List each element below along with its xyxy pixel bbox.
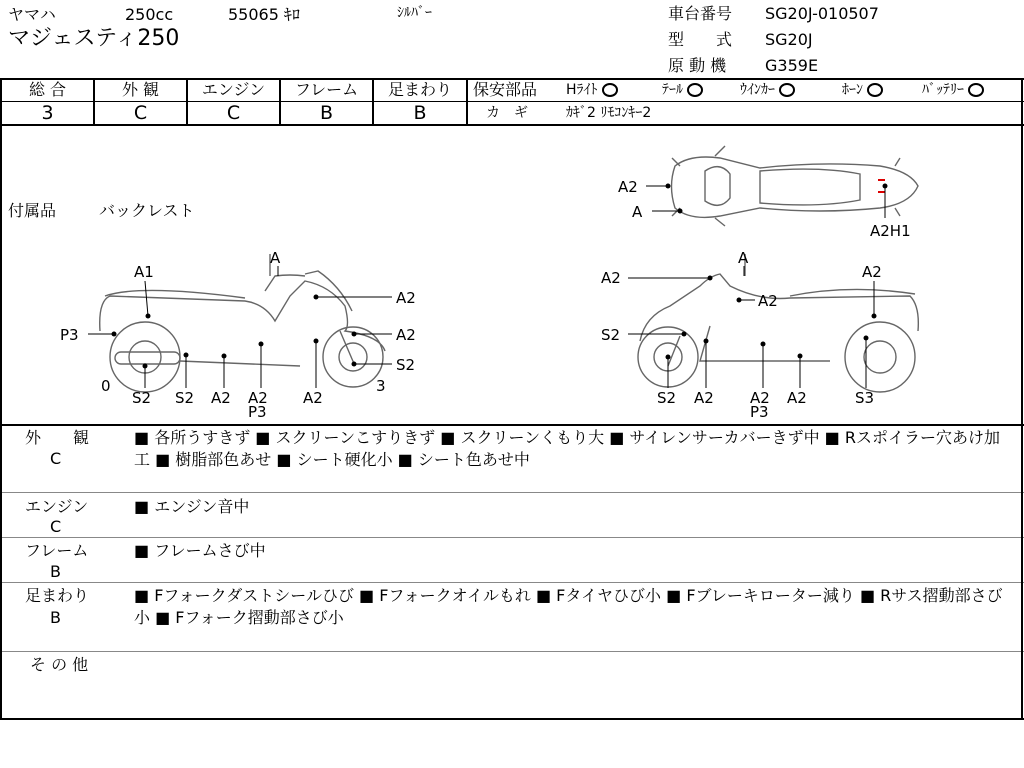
model-name: マジェスティ250 [8, 26, 180, 51]
safety-taillight: ﾃｰﾙ [662, 81, 703, 99]
divider [0, 582, 1024, 583]
key-label: カ ギ [486, 105, 528, 121]
chassis-label: 車台番号 [668, 4, 733, 23]
label-left-a2-5: A2 [303, 389, 323, 407]
grade-frame-label: フレーム [294, 80, 359, 99]
ok-circle-icon [602, 83, 618, 97]
ok-circle-icon [779, 83, 795, 97]
label-top-a: A [632, 203, 643, 221]
chassis-value: SG20J-010507 [765, 4, 879, 23]
label-left-p3: P3 [60, 326, 79, 344]
grade-exterior-value: C [133, 102, 148, 124]
label-right-a2-4: A2 [694, 389, 714, 407]
type-label: 型 式 [668, 30, 733, 49]
safety-label: 保安部品 [473, 80, 538, 99]
type-value: SG20J [765, 30, 813, 49]
label-left-a: A [270, 249, 281, 267]
label-left-s2-2: S2 [132, 389, 152, 407]
grade-total-label: 総 合 [28, 80, 67, 99]
ok-circle-icon [867, 83, 883, 97]
comment-frame-label: フレーム [25, 541, 89, 560]
divider [0, 424, 1024, 426]
label-right-a2-6: A2 [787, 389, 807, 407]
divider [0, 492, 1024, 493]
grade-frame-value: B [319, 102, 334, 124]
label-left-a2-4: A2 [248, 389, 268, 407]
label-right-a2-5: A2 [750, 389, 770, 407]
label-left-s2-3: S2 [175, 389, 195, 407]
accessories-value: バックレスト [99, 201, 195, 220]
right-side-labels [601, 249, 882, 421]
label-right-s2: S2 [601, 326, 621, 344]
label-left-a2-3: A2 [211, 389, 231, 407]
divider [0, 651, 1024, 652]
label-right-s3: S3 [855, 389, 875, 407]
engine-value: G359E [765, 56, 819, 75]
label-right-p3: P3 [750, 403, 769, 421]
other-label: そ の 他 [30, 655, 89, 674]
comment-exterior-label: 外 観 [25, 428, 90, 447]
grade-total-value: 3 [41, 102, 54, 124]
grade-engine-value: C [226, 102, 241, 124]
safety-battery: ﾊﾞｯﾃﾘｰ [922, 81, 984, 99]
comment-exterior-grade: C [50, 449, 62, 468]
comment-suspension-label: 足まわり [25, 586, 90, 605]
comment-suspension-text: ■ Fフォークダストシールひび ■ Fフォークオイルもれ ■ Fタイヤひび小 ■ Fブレーキローター減り ■ Rサス摺動部さび小 ■ Fフォーク摺動部さび小 [134, 586, 1003, 627]
scooter-top-view [672, 146, 919, 226]
comment-frame-text: ■ フレームさび中 [134, 541, 266, 560]
comment-frame-grade: B [50, 562, 61, 581]
label-right-a2-3: A2 [758, 292, 778, 310]
maker: ヤマハ [8, 5, 56, 24]
grade-engine-label: エンジン [201, 80, 266, 99]
damage-diagram [0, 126, 1024, 424]
label-left-a1: A1 [134, 263, 154, 281]
label-right-s2-2: S2 [657, 389, 677, 407]
comment-engine-grade: C [50, 517, 62, 536]
safety-headlight: Hﾗｲﾄ [566, 81, 618, 99]
ok-circle-icon [687, 83, 703, 97]
label-left-3: 3 [376, 377, 386, 395]
label-right-a2-2: A2 [862, 263, 882, 281]
comment-exterior-text: ■ 各所うすきず ■ スクリーンこすりきず ■ スクリーンくもり大 ■ サイレンサーカバーきず中 ■ Rスポイラー穴あけ加工 ■ 樹脂部色あせ ■ シート硬化小 ■ シート色あせ中 [134, 428, 1000, 469]
label-left-p3-2: P3 [248, 403, 267, 421]
label-left-0: 0 [101, 377, 111, 395]
mileage: 55065 ｷﾛ [228, 5, 300, 24]
label-top-a2: A2 [618, 178, 638, 196]
divider [466, 78, 468, 126]
color: ｼﾙﾊﾞｰ [397, 5, 432, 21]
grade-suspension-value: B [413, 102, 427, 124]
key-value: ｶｷﾞ2 ﾘﾓｺﾝｷｰ2 [566, 105, 652, 121]
label-top-a2h1: A2H1 [870, 222, 911, 240]
label-right-a: A [738, 249, 749, 267]
safety-horn: ﾎｰﾝ [842, 81, 883, 99]
divider [0, 537, 1024, 538]
comment-engine-label: エンジン [25, 497, 89, 516]
safety-winker: ｳｲﾝｶｰ [740, 81, 795, 99]
label-right-a2: A2 [601, 269, 621, 287]
label-left-s2: S2 [396, 356, 416, 374]
label-left-a2-2: A2 [396, 326, 416, 344]
engine-label: 原 動 機 [668, 56, 727, 75]
divider [0, 718, 1024, 720]
ok-circle-icon [968, 83, 984, 97]
comment-engine-text: ■ エンジン音中 [134, 497, 250, 516]
grade-suspension-label: 足まわり [387, 80, 452, 99]
accessories-label: 付属品 [8, 201, 57, 220]
grade-exterior-label: 外 観 [121, 80, 160, 99]
comment-suspension-grade: B [50, 608, 61, 627]
displacement: 250cc [125, 5, 174, 24]
label-left-a2: A2 [396, 289, 416, 307]
